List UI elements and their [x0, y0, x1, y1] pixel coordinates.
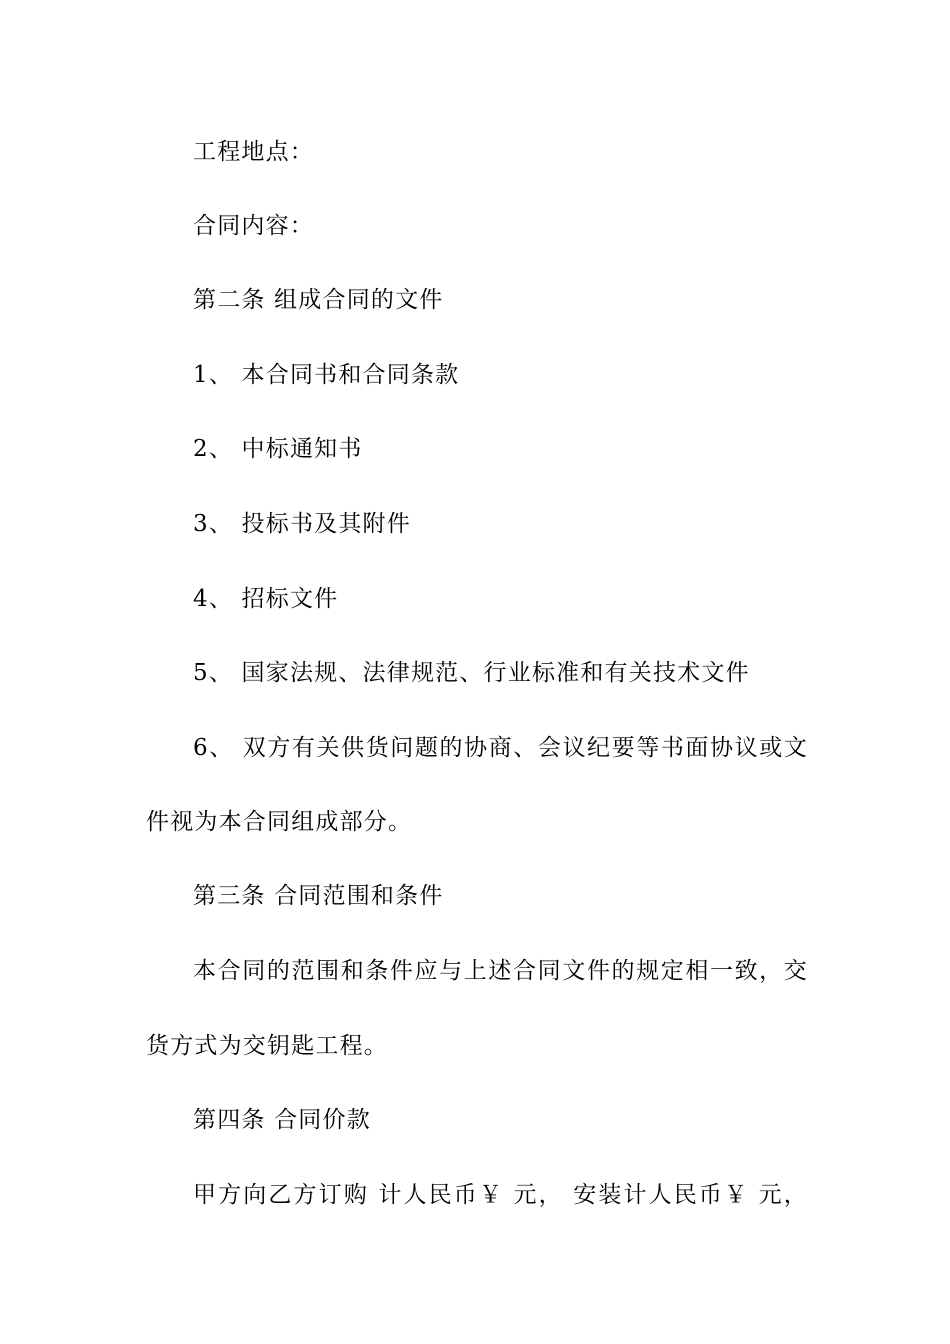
article-4-paragraph-line-1: 甲方向乙方订购 计人民币￥ 元， 安装计人民币￥ 元， [193, 1182, 808, 1208]
project-location-label: 工程地点： [193, 139, 314, 165]
list-item-3: 3、 投标书及其附件 [193, 511, 411, 537]
contract-content-label: 合同内容： [193, 213, 314, 239]
article-3-paragraph-line-2: 货方式为交钥匙工程。 [146, 1033, 388, 1059]
list-item-5: 5、 国家法规、法律规范、行业标准和有关技术文件 [193, 660, 750, 686]
list-item-6-line-1: 6、 双方有关供货问题的协商、会议纪要等书面协议或文 [193, 735, 808, 761]
article-2-heading: 第二条 组成合同的文件 [193, 287, 444, 313]
article-3-heading: 第三条 合同范围和条件 [193, 883, 444, 909]
list-item-4: 4、 招标文件 [193, 586, 339, 612]
article-4-heading: 第四条 合同价款 [193, 1107, 371, 1133]
article-3-paragraph-line-1: 本合同的范围和条件应与上述合同文件的规定相一致，交 [193, 958, 808, 984]
list-item-1: 1、 本合同书和合同条款 [193, 362, 460, 388]
list-item-6-line-2: 件视为本合同组成部分。 [146, 809, 413, 835]
list-item-2: 2、 中标通知书 [193, 436, 363, 462]
